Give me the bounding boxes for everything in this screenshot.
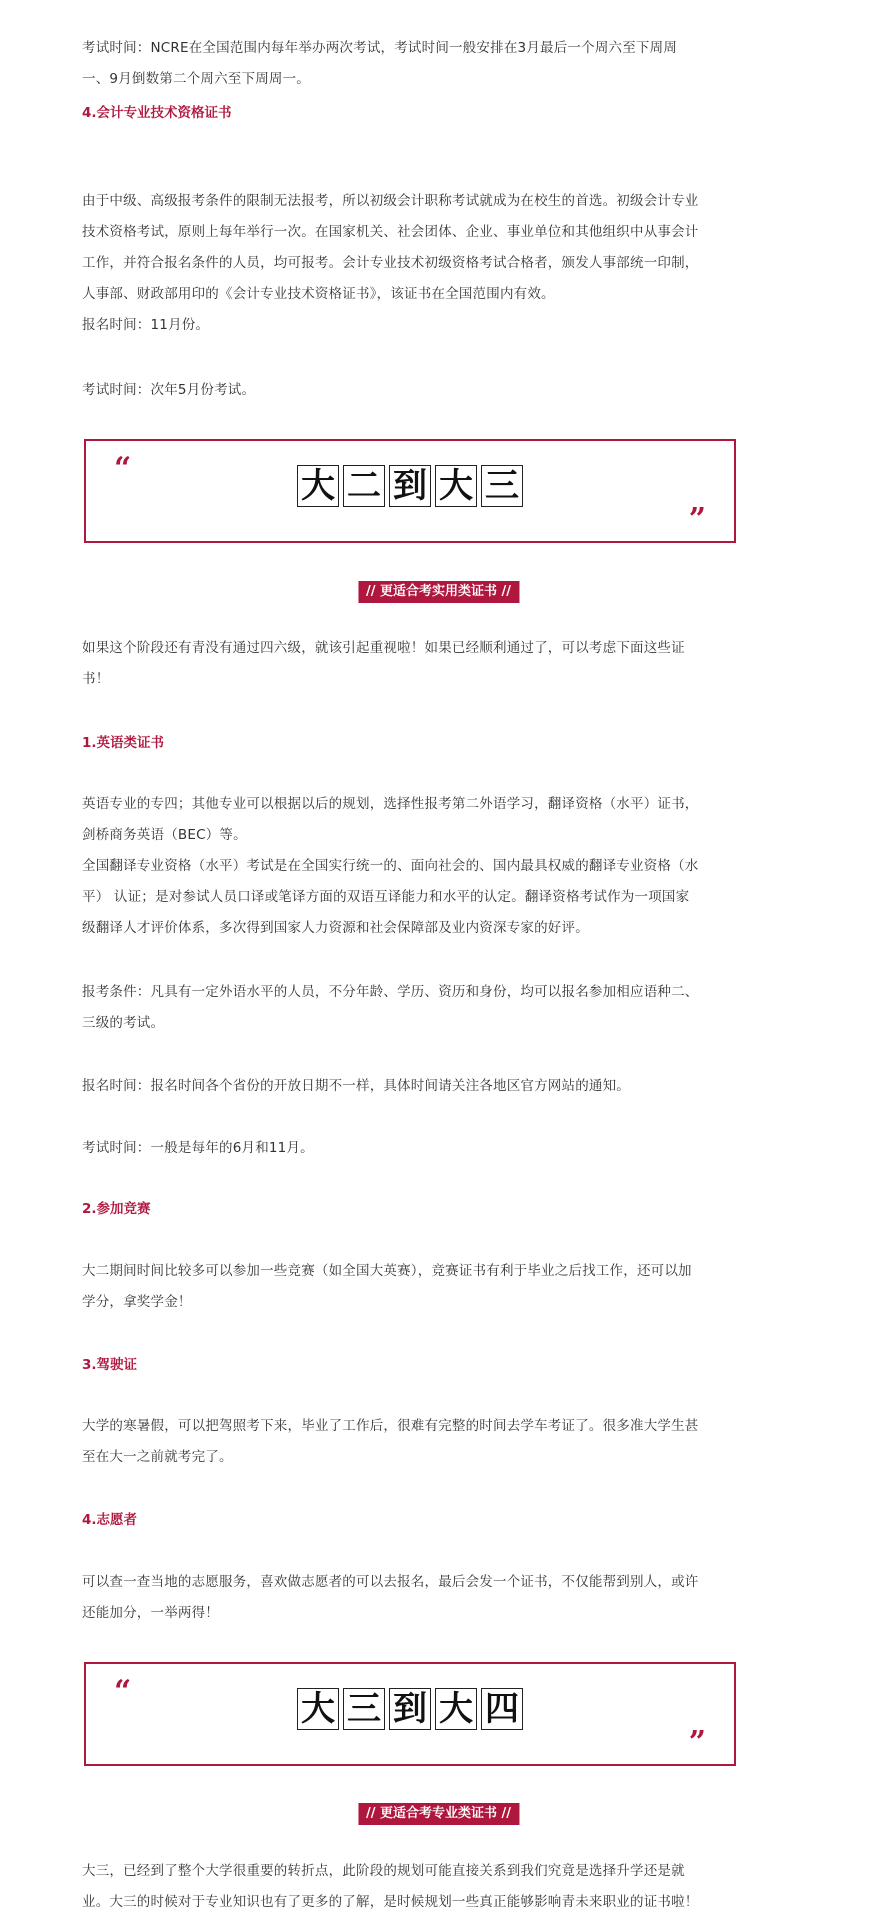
- competition-paragraph: [82, 1256, 752, 1318]
- paragraph-line: 如果这个阶段还有青没有通过四六级，就该引起重视啦！如果已经顺利通过了，可以考虑下面这些证: [82, 640, 685, 656]
- paragraph-line: 至在大一之前就考完了。: [82, 1449, 233, 1465]
- heading-volunteer: [82, 1505, 752, 1536]
- section-heading: 4.志愿者: [82, 1512, 138, 1528]
- driving-paragraph: [82, 1411, 752, 1473]
- paragraph-line: 书！: [82, 671, 110, 687]
- paragraph-line: 由于中级、高级报考条件的限制无法报考，所以初级会计职称考试就成为在校生的首选。初级会计专业: [82, 193, 699, 209]
- quote-open-icon: “: [114, 1674, 132, 1709]
- paragraph-line: 平） 认证；是对参试人员口译或笔译方面的双语互译能力和水平的认定。翻译资格考试作为一项国家: [82, 889, 690, 905]
- paragraph-line: 报考条件：凡具有一定外语水平的人员，不分年龄、学历、资历和身份，均可以报名参加相应语种二、: [82, 984, 699, 1000]
- english-exam-time: [82, 1133, 752, 1164]
- banner-char: 二: [343, 465, 385, 507]
- junior-intro: [82, 1856, 752, 1918]
- banner-char: 大: [297, 1688, 339, 1730]
- paragraph-line: 剑桥商务英语（BEC）等。: [82, 827, 247, 843]
- paragraph-line: 考试时间：次年5月份考试。: [82, 382, 256, 398]
- banner-char: 四: [481, 1688, 523, 1730]
- stage-banner-junior: [84, 1662, 736, 1766]
- banner-char: 三: [343, 1688, 385, 1730]
- quote-open-icon: “: [114, 451, 132, 486]
- quote-close-icon: ”: [688, 1725, 706, 1760]
- paragraph-line: 全国翻译专业资格（水平）考试是在全国实行统一的、面向社会的、国内最具权威的翻译专业资格（水: [82, 858, 699, 874]
- banner-title: [297, 465, 523, 507]
- heading-competition: [82, 1194, 752, 1225]
- paragraph-line: 可以查一查当地的志愿服务，喜欢做志愿者的可以去报名，最后会发一个证书，不仅能帮到别人，或许: [82, 1574, 699, 1590]
- section-computer-exam: [82, 33, 752, 95]
- section-heading: 1.英语类证书: [82, 735, 165, 751]
- paragraph-line: 业。大三的时候对于专业知识也有了更多的了解，是时候规划一些真正能够影响青未来职业的证书啦！: [82, 1894, 699, 1910]
- paragraph-line: 英语专业的专四；其他专业可以根据以后的规划，选择性报考第二外语学习，翻译资格（水平）证书，: [82, 796, 699, 812]
- section-tag: // 更适合考专业类证书 //: [358, 1803, 519, 1825]
- stage-banner-sophomore: [84, 439, 736, 543]
- exam-time-line: 一、9月倒数第二个周六至下周周一。: [82, 71, 310, 87]
- banner-char: 大: [297, 465, 339, 507]
- banner-char: 大: [435, 1688, 477, 1730]
- accounting-paragraph: [82, 186, 752, 341]
- banner-char: 到: [389, 1688, 431, 1730]
- english-conditions: [82, 977, 752, 1039]
- section-heading: 4.会计专业技术资格证书: [82, 105, 232, 121]
- volunteer-paragraph: [82, 1567, 752, 1629]
- paragraph-line: 技术资格考试，原则上每年举行一次。在国家机关、社会团体、企业、事业单位和其他组织中从事会计: [82, 224, 699, 240]
- banner-char: 三: [481, 465, 523, 507]
- section-heading: 2.参加竞赛: [82, 1201, 151, 1217]
- paragraph-line: 报名时间：11月份。: [82, 317, 210, 333]
- paragraph-line: 大学的寒暑假，可以把驾照考下来，毕业了工作后，很难有完整的时间去学车考证了。很多准大学生甚: [82, 1418, 699, 1434]
- exam-time-line: 考试时间：NCRE在全国范围内每年举办两次考试，考试时间一般安排在3月最后一个周六至下周周: [82, 40, 678, 56]
- section-accounting: [82, 98, 752, 129]
- paragraph-line: 还能加分，一举两得！: [82, 1605, 219, 1621]
- paragraph-line: 报名时间：报名时间各个省份的开放日期不一样，具体时间请关注各地区官方网站的通知。: [82, 1078, 630, 1094]
- english-paragraph: [82, 789, 752, 944]
- heading-english: [82, 728, 752, 759]
- paragraph-line: 三级的考试。: [82, 1015, 165, 1031]
- paragraph-line: 考试时间：一般是每年的6月和11月。: [82, 1140, 314, 1156]
- paragraph-line: 大三，已经到了整个大学很重要的转折点，此阶段的规划可能直接关系到我们究竟是选择升学还是就: [82, 1863, 685, 1879]
- paragraph-line: 学分，拿奖学金！: [82, 1294, 192, 1310]
- sophomore-intro: [82, 633, 752, 695]
- paragraph-line: 工作，并符合报名条件的人员，均可报考。会计专业技术初级资格考试合格者，颁发人事部统一印制，: [82, 255, 699, 271]
- paragraph-line: 级翻译人才评价体系，多次得到国家人力资源和社会保障部及业内资深专家的好评。: [82, 920, 589, 936]
- banner-title: [297, 1688, 523, 1730]
- paragraph-line: 大二期间时间比较多可以参加一些竞赛（如全国大英赛），竞赛证书有利于毕业之后找工作，还可以加: [82, 1263, 692, 1279]
- paragraph-line: 人事部、财政部用印的《会计专业技术资格证书》，该证书在全国范围内有效。: [82, 286, 555, 302]
- english-reg-time: [82, 1071, 752, 1102]
- banner-char: 大: [435, 465, 477, 507]
- accounting-exam-time: [82, 375, 752, 406]
- section-tag: // 更适合考实用类证书 //: [358, 581, 519, 603]
- section-heading: 3.驾驶证: [82, 1357, 138, 1373]
- heading-driving: [82, 1350, 752, 1381]
- quote-close-icon: ”: [688, 502, 706, 537]
- banner-char: 到: [389, 465, 431, 507]
